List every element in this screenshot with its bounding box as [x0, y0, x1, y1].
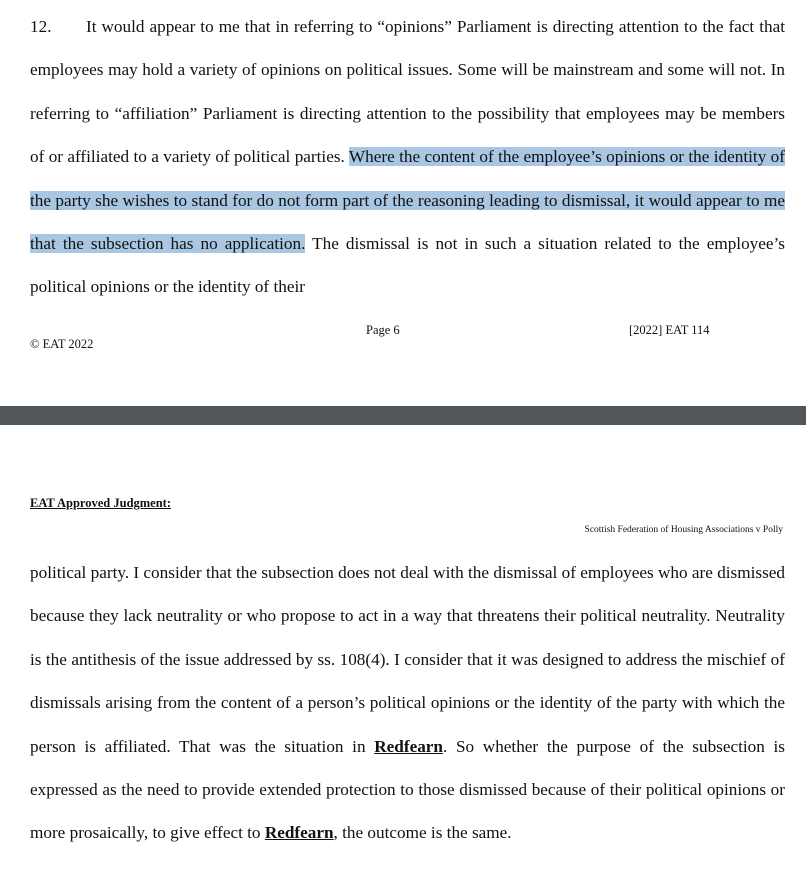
paragraph-text-start: It would appear to me that in referring to “opinions” Parliament is directing attention to the fact that employees may hold a variety of opinions on political issues. Some will be mainstream and some will not. In referring to “affiliation” Parliament is directing attention to the possibility that employees may be members of or affiliated to a variety of political parties. — [30, 17, 785, 167]
case-reference-redfearn[interactable]: Redfearn — [374, 736, 443, 756]
judgment-header-title: EAT Approved Judgment: — [30, 496, 172, 510]
paragraph-12-continued — [30, 551, 785, 855]
document-page-6 — [0, 0, 806, 406]
neutral-citation: [2022] EAT 114 — [629, 323, 710, 337]
page-separator — [0, 406, 806, 425]
paragraph-12 — [30, 5, 785, 309]
paragraph-text-end: The dismissal is not in such a situation related to the employee’s political opinions or the identity of their — [30, 234, 785, 297]
paragraph-text-part-2: . So whether the purpose of the subsection is expressed as the need to provide extended protection to those dismissed because of their political opinions or more prosaically, to give effect to — [30, 736, 785, 843]
paragraph-text-part-1: political party. I consider that the subsection does not deal with the dismissal of employees who are dismissed because they lack neutrality or who propose to act in a way that threatens their political neutrality. Neutrality is the antithesis of the issue addressed by ss. 108(4). I consider that it was designed to address the mischief of dismissals arising from the content of a person’s political opinions or the identity of the party with which the person is affiliated. That was the situation in — [30, 563, 785, 756]
paragraph-number: 12. — [30, 17, 52, 36]
copyright-notice: © EAT 2022 — [30, 337, 94, 351]
highlighted-text[interactable]: Where the content of the employee’s opinions or the identity of the party she wishes to stand for do not form part of the reasoning leading to dismissal, it would appear to me that the subsection has no application. — [30, 147, 785, 254]
paragraph-text-part-3: , the outcome is the same. — [333, 823, 512, 843]
case-name-header: Scottish Federation of Housing Associations v Polly — [584, 525, 783, 535]
case-reference-redfearn[interactable]: Redfearn — [264, 823, 334, 843]
page-number: Page 6 — [366, 323, 400, 337]
document-page-7 — [0, 425, 806, 892]
